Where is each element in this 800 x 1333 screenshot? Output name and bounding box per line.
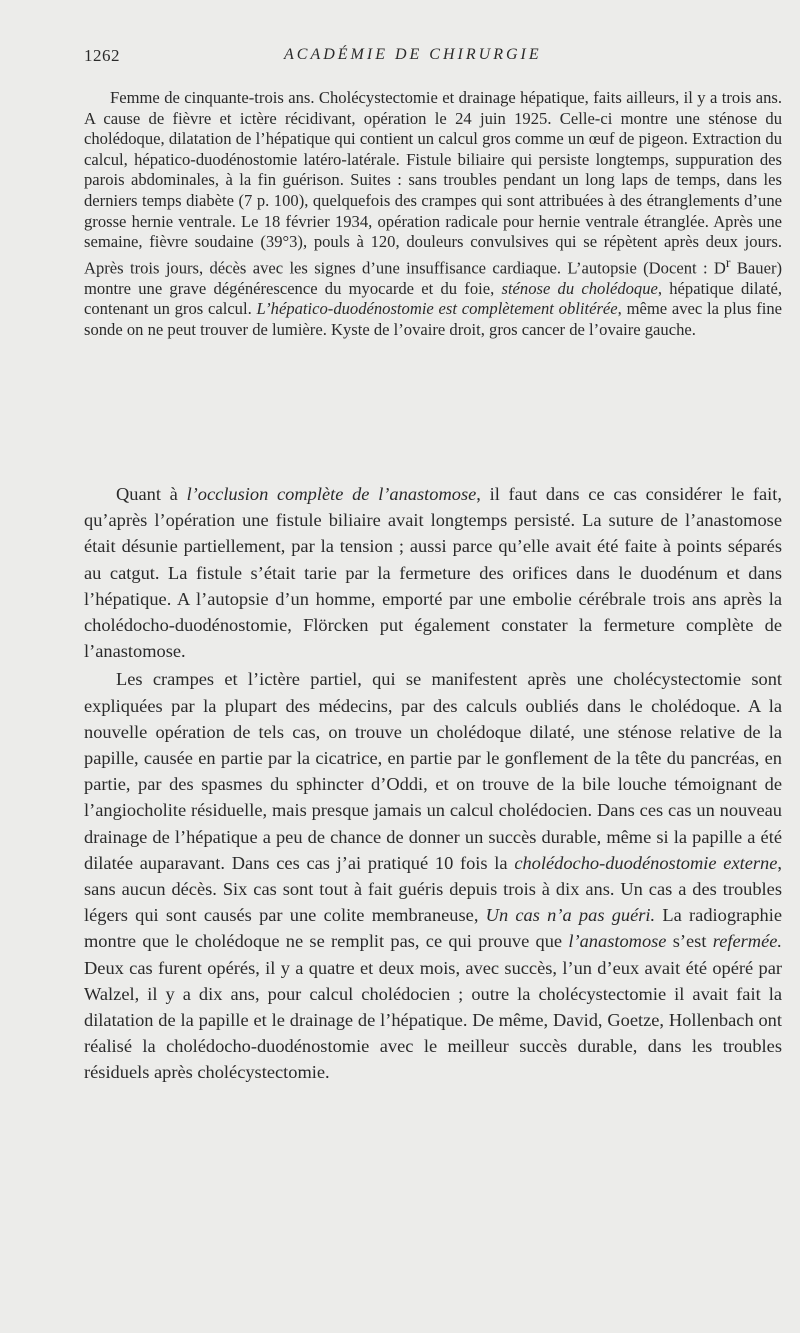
case-text-3: , hépatique dilaté, contenant un gros calcul. (84, 278, 782, 319)
p2-text-5: Deux cas furent opérés, il y a quatre et deux mois, avec succès, l’un d’eux avait été opéré par Walzel, il y a dix ans, pour calcul cholédocien ; outre la cholécystectomie il avait fait la dilatation de la papille et le drainage de l’hépatique. De même, David, Goetze, Hollenbach ont réalisé la cholédocho-duodénostomie avec le meilleur succès durable, dans les troubles résiduels après cholécystectomie. (84, 957, 782, 1083)
p2-text-1: Les crampes et l’ictère partiel, qui se manifestent après une cholécystectomie sont expliquées par la plupart des médecins, par des calculs oubliés dans le cholédoque. A la nouvelle opération de tels cas, on trouve un cholédoque dilaté, une sténose relative de la papille, causée en partie par la cicatrice, en partie par le gonflement de la tête du pancréas, en partie, par des spasmes du sphincter d’Oddi, et on trouve de la bile louche témoignant de l’angiocholite résiduelle, mais presque jamais un calcul cholédocien. Dans ces cas un nouveau drainage de l’hépatique a peu de chance de donner un succès durable, même si la papille a été dilatée auparavant. Dans ces cas j’ai pratiqué 10 fois la (84, 669, 782, 873)
body-paragraph-1 (84, 481, 782, 664)
p2-text-4: s’est (666, 931, 713, 952)
page-number: 1262 (84, 46, 120, 65)
p1-text-1: Quant à (116, 484, 187, 504)
case-report-paragraph (84, 88, 782, 341)
p2-text-3: La radiographie montre que le cholédoque ne se remplit pas, ce qui prouve que (84, 905, 782, 952)
p2-italic-4: refermée. (712, 931, 782, 952)
body-paragraph-2 (84, 666, 782, 1085)
case-text-2: Bauer) montre une grave dégénérescence du myocarde et du foie, (84, 258, 782, 298)
p2-text-2: , sans aucun décès. Six cas sont tout à fait guéris depuis trois à dix ans. Un cas a des troubles légers qui sont causés par une colite membraneuse, (84, 852, 783, 926)
p1-text-2: , il faut dans ce cas considérer le fait, qu’après l’opération une fistule biliaire avait longtemps persisté. La suture de l’anastomose était désunie partiellement, par la tension ; aussi parce qu’elle avait été faite à points séparés au catgut. La fistule s’était tarie par la fermeture des orifices dans le duodénum et dans l’hépatique. A l’autopsie d’un homme, emporté par une embolie cérébrale trois ans après la cholédocho-duodénostomie, Flörcken put également constater la fermeture complète de l’anastomose. (84, 484, 782, 662)
case-italic-2: L’hépatico-duodénostomie est complètement oblitérée (256, 299, 618, 319)
running-title: ACADÉMIE DE CHIRURGIE (284, 46, 542, 63)
p1-italic-1: l’occlusion complète de l’anastomose (186, 484, 477, 504)
case-text-4: , même avec la plus fine sonde on ne peut trouver de lumière. Kyste de l’ovaire droit, gros cancer de l’ovaire gauche. (84, 299, 783, 340)
p2-italic-1: cholédocho-duodénostomie externe (514, 852, 778, 873)
case-text-1: Femme de cinquante-trois ans. Cholécystectomie et drainage hépatique, faits ailleurs, il y a trois ans. A cause de fièvre et ictère récidivant, opération le 24 juin 1925. Celle-ci montre une sténose du cholédoque, dilatation de l’hépatique qui contient un calcul gros comme un œuf de pigeon. Extraction du calcul, hépatico-duodénostomie latéro-latérale. Fistule biliaire qui persiste longtemps, suppuration des parois abdominales, à la fin guérison. Suites : sans troubles pendant un long laps de temps, dans les derniers temps diabète (7 p. 100), quelquefois des crampes qui sont attribuées à des étranglements d’une grosse hernie ventrale. Le 18 février 1934, opération radicale pour hernie ventrale étranglée. Après une semaine, fièvre soudaine (39°3), pouls à 120, douleurs convulsives qui se répètent après deux jours. Après trois jours, décès avec les signes d’une insuffisance cardiaque. L’autopsie (Docent : D (84, 88, 782, 278)
body-text (84, 481, 782, 1086)
p2-italic-2: Un cas n’a pas guéri. (485, 905, 656, 926)
case-italic-1: sténose du cholédoque (501, 278, 658, 298)
page-header (84, 46, 764, 70)
case-superscript: r (725, 254, 731, 270)
p2-italic-3: l’anastomose (568, 931, 667, 952)
